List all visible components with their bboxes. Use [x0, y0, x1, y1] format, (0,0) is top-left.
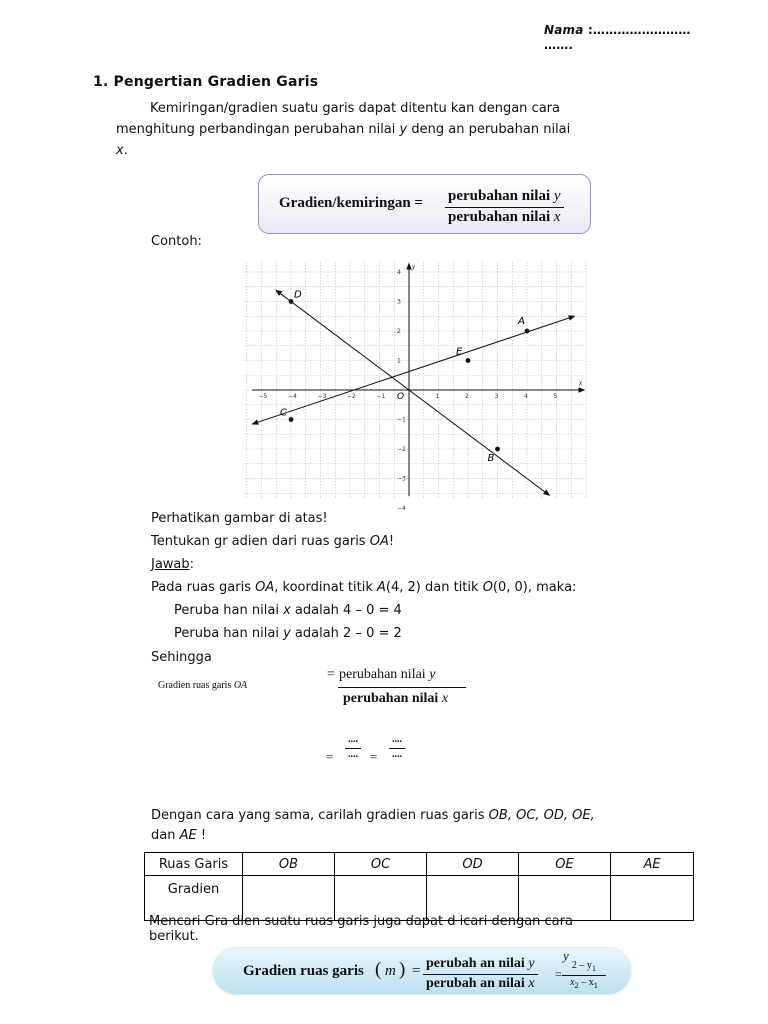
- answer-line-x: Peruba han nilai x adalah 4 – 0 = 4: [174, 603, 402, 618]
- x-axis-label: x: [579, 379, 583, 387]
- nama-dots: :……………………: [587, 23, 691, 37]
- y-tick-label: −3: [397, 475, 406, 483]
- y-tick-label: 3: [397, 298, 401, 306]
- point-label-a: A: [518, 316, 525, 327]
- table-header-ae: AE: [611, 853, 694, 876]
- point-a: [525, 329, 530, 334]
- point-d: [289, 299, 294, 304]
- gradient-two-point-formula: [213, 948, 631, 994]
- blank-fraction-1[interactable]: .... ....: [345, 734, 361, 761]
- formula2-fraction: perubah an nilai y perubah an nilai x: [423, 956, 538, 992]
- blank-fraction-2[interactable]: .... ....: [389, 734, 405, 761]
- section-number: 1.: [93, 74, 109, 90]
- jawab-label: Jawab:: [151, 557, 195, 572]
- intro-line-2a: menghitung perbandingan perubahan nilai: [116, 122, 396, 137]
- blank-eq-2: =: [370, 749, 378, 764]
- intro-period: .: [123, 143, 128, 158]
- section-title: Pengertian Gradien Garis: [113, 74, 319, 90]
- formula2-eq2: =: [555, 967, 562, 981]
- x-tick-label: −1: [376, 393, 386, 400]
- intro-line-1: Kemiringan/gradien suatu garis dapat ditentu kan dengan cara: [150, 101, 560, 116]
- formula2-lhs: Gradien ruas garis: [243, 963, 364, 979]
- instruction-task: Tentukan gr adien dari ruas garis OA!: [151, 534, 395, 549]
- point-e: [466, 358, 471, 363]
- x-tick-label: 5: [553, 393, 558, 400]
- formula-lhs: Gradien/kemiringan =: [279, 195, 423, 211]
- x-tick-label: −4: [288, 393, 297, 400]
- intro-var-x: x: [116, 143, 124, 158]
- intro-var-y: y: [399, 122, 408, 137]
- gradient-definition-formula: [258, 174, 591, 234]
- point-label-c: C: [280, 407, 287, 419]
- table-row-label: Gradien: [145, 876, 243, 921]
- y-axis-label: y: [412, 263, 416, 271]
- x-tick-label: −2: [347, 393, 356, 400]
- x-tick-label: 3: [494, 393, 499, 400]
- y-tick-label: −4: [397, 505, 406, 512]
- nama-field: [544, 23, 691, 53]
- formula-fraction: [445, 188, 564, 226]
- point-label-d: D: [294, 289, 302, 301]
- mencari-line-1: Mencari Gra dien suatu ruas garis juga dapat d icari dengan cara: [149, 914, 573, 929]
- table-header-ob: OB: [243, 853, 335, 876]
- table-header-oc: OC: [335, 853, 427, 876]
- y-tick-label: −2: [397, 446, 406, 453]
- nama-label: Nama: [544, 23, 584, 37]
- calc-denominator: perubahan nilai x: [343, 691, 449, 706]
- graph-points: [280, 290, 529, 465]
- x-tick-label: −3: [317, 393, 327, 400]
- table-cell-ae[interactable]: [611, 876, 694, 921]
- answer-line-1: Pada ruas garis OA, koordinat titik A(4, 2) dan titik O(0, 0), maka:: [151, 580, 577, 595]
- table-header-ruas-garis: Ruas Garis: [145, 853, 243, 876]
- coordinate-graph: [244, 262, 586, 512]
- x-tick-label: 2: [465, 393, 469, 400]
- x-tick-label: −5: [258, 393, 268, 400]
- point-c: [289, 417, 294, 422]
- mencari-line-2: berikut.: [149, 929, 199, 944]
- formula2-eq: =: [412, 963, 421, 979]
- intro-paragraph: [116, 98, 636, 161]
- formula2-small-fraction: $2 - y_1$ $x_2 - x_1$: [562, 959, 606, 992]
- point-b: [495, 447, 500, 452]
- origin-label: O: [397, 392, 405, 402]
- point-label-b: B: [487, 453, 495, 464]
- formula2-m: m: [385, 963, 396, 979]
- y-tick-label: 1: [397, 357, 401, 365]
- exercise-line-1: Dengan cara yang sama, carilah gradien ruas garis OB, OC, OD, OE,: [151, 808, 595, 823]
- calc-eq-sign: =: [327, 667, 335, 682]
- table-header-oe: OE: [519, 853, 611, 876]
- formula-numerator: perubahan nilai y: [448, 188, 561, 204]
- formula2-open-paren: (: [375, 959, 382, 980]
- graph-axes: [252, 263, 584, 496]
- calc-label: Gradien ruas garis OA: [158, 680, 248, 691]
- contoh-label: Contoh:: [151, 234, 202, 249]
- section-heading: [93, 73, 318, 91]
- exercise-line-2: dan AE !: [151, 828, 207, 843]
- calc-fraction-bar: [338, 687, 466, 688]
- sehingga-label: Sehingga: [151, 650, 212, 665]
- answer-line-y: Peruba han nilai y adalah 2 – 0 = 2: [174, 626, 402, 641]
- nama-dots-continued: …….: [544, 38, 574, 52]
- x-tick-label: 1: [435, 393, 440, 400]
- formula2-close-paren: ): [399, 959, 406, 980]
- y-tick-label: −1: [397, 416, 406, 424]
- y-tick-label: 2: [397, 328, 401, 335]
- gradient-table: [144, 852, 694, 921]
- blank-eq-1: =: [326, 749, 334, 764]
- y-tick-label: 4: [397, 269, 401, 276]
- calc-numerator: perubahan nilai y: [339, 667, 436, 682]
- formula2-top-y: y: [563, 948, 569, 963]
- formula-denominator: perubahan nilai x: [445, 207, 564, 226]
- instruction-look: Perhatikan gambar di atas!: [151, 511, 328, 526]
- intro-line-2b: deng an perubahan nilai: [411, 122, 571, 137]
- x-tick-label: 4: [524, 393, 528, 400]
- point-label-e: E: [456, 346, 463, 358]
- table-header-od: OD: [427, 853, 519, 876]
